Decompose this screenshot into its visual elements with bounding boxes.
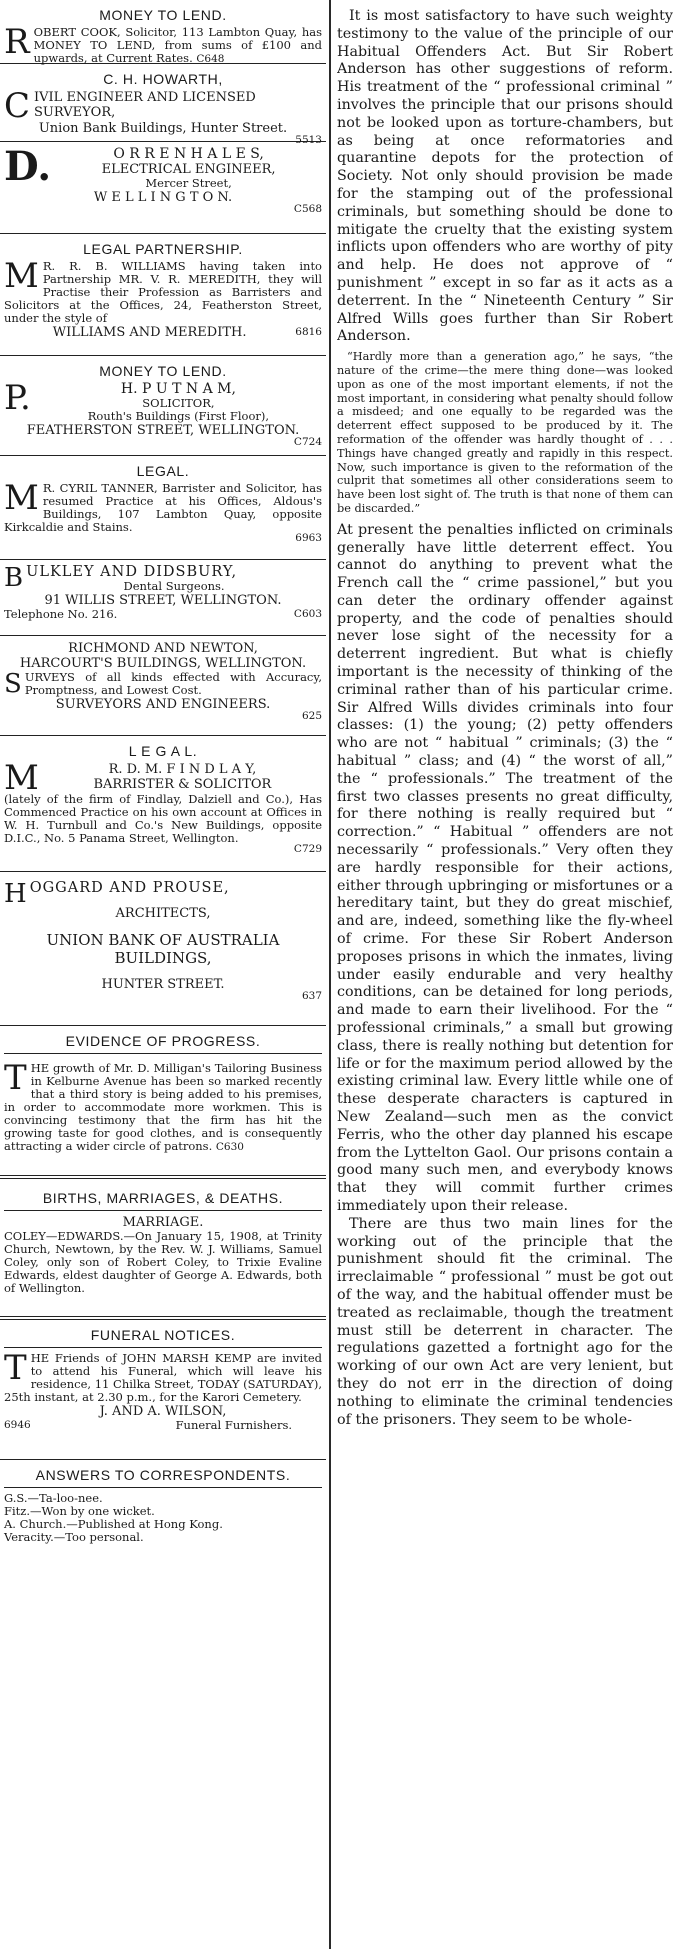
notice-births <box>0 1179 326 1320</box>
answer-line: A. Church.—Published at Hong Kong. <box>4 1517 223 1531</box>
ad-heading: EVIDENCE OF PROGRESS. <box>65 1033 261 1049</box>
ad-line: BARRISTER & SOLICITOR <box>93 777 272 792</box>
ad-line: ULKLEY AND DIDSBURY, <box>26 564 238 580</box>
ad-text: URVEYS of all kinds effected with Accuracy, Promptness, and Lowest Cost. <box>24 670 322 697</box>
ad-richmond <box>0 636 326 736</box>
ad-line: SURVEYORS AND ENGINEERS. <box>55 697 271 712</box>
ad-line: Dental Surgeons. <box>123 579 225 593</box>
ad-line: O R R E N H A L E S, <box>113 146 264 162</box>
ad-money-cook <box>0 0 326 64</box>
ad-line: ARCHITECTS, <box>115 906 211 921</box>
notice-text: COLEY—EDWARDS.—On January 15, 1908, at Trinity Church, Newtown, by the Rev. W. J. Williams, Samuel Coley, only son of Robert Coley, to Trixie Evaline Edwards, eldest daughter of George A. Edwards, both of Wellington. <box>4 1229 322 1295</box>
ad-bulkley <box>0 560 326 636</box>
drop-cap: R <box>4 22 30 62</box>
ad-heading: L E G A L. <box>128 743 198 759</box>
ad-code: C603 <box>293 608 322 620</box>
ad-code: C568 <box>293 203 322 215</box>
ad-line: W E L L I N G T O N. <box>93 190 233 205</box>
ad-line: Routh's Buildings (First Floor), <box>87 409 270 423</box>
ad-hales <box>0 142 326 234</box>
drop-cap: P. <box>4 378 31 418</box>
ad-line: OGGARD AND PROUSE, <box>29 880 230 896</box>
ad-text: (lately of the firm of Findlay, Dalziell and Co.), Has Commenced Practice on his own account at Offices in W. H. Turnbull and Co.'s New Buildings, opposite D.I.C., No. 5 Panama Street, Wellington. <box>4 792 322 845</box>
ad-line: 91 WILLIS STREET, WELLINGTON. <box>44 593 282 608</box>
drop-cap: H <box>4 879 27 909</box>
ad-line: HARCOURT'S BUILDINGS, WELLINGTON. <box>19 656 307 671</box>
drop-cap: M <box>4 478 39 518</box>
drop-cap: D. <box>4 143 52 190</box>
drop-cap: M <box>4 256 39 296</box>
ad-text: OBERT COOK, Solicitor, 113 Lambton Quay, has MONEY TO LEND, from sums of £100 and upwards, at Current Rates. <box>33 25 322 65</box>
section-heading: FUNERAL NOTICES. <box>90 1327 236 1343</box>
ad-code: C648 <box>196 53 225 65</box>
ad-line: Union Bank Buildings, Hunter Street. <box>38 121 288 136</box>
column-rule <box>329 0 331 1949</box>
section-heading: BIRTHS, MARRIAGES, & DEATHS. <box>42 1190 284 1206</box>
drop-cap: C <box>4 86 31 126</box>
paragraph: At present the penalties inflicted on criminals generally have little deterrent effect. You cannot do anything to prevent what the French call the “ crime passionel,” but you can deter the ordinary offender against property, and the code of penalties should never lose sight of the necessity for a deterrent ingredient. But what is chiefly important is the necessity of thinking of the criminal rather than of his particular crime. Sir Alfred Wills divides criminals into four classes: (1) the young; (2) petty offenders who are not “ habitual ” criminals; (3) the “ habitual ” class; and (4) “ the worst of all,” the “ professionals.” The treatment of the first two classes presents no great difficulty, for there nothing is really required but “ correction.” “ Habitual ” offenders are not necessarily “ professionals.” Very often they are hardly responsible for their actions, either through upbringing or misfortunes or a hereditary taint, but they do great mischief, and are, indeed, something like the fly-wheel of crime. For these Sir Robert Anderson proposes prisons in which the inmates, living under easily endurable and very healthy conditions, can be detained for long periods, and made to earn their livelihood. For the “ professional criminals,” a small but growing class, there is really nothing but detention for life or for the maximum period allowed by the existing criminal law. Every little while one of these desperate characters is captured in New Zealand—such men as the convict Ferris, who the other day planned his escape from the Lyttelton Gaol. Our prisons contain a good many such men, and everybody knows that they will commit further crimes immediately upon their release. <box>337 521 673 1214</box>
answer-line: Veracity.—Too personal. <box>4 1530 144 1544</box>
paragraph: It is most satisfactory to have such weighty testimony to the value of the principle of our Habitual Offenders Act. But Sir Robert Anderson has other suggestions of reform. His treatment of the “ professional criminal ” involves the principle that our prisons should not be looked upon as torture-chambers, but as being at once reformatories and quarantine depots for the protection of Society. Not only should provision be made for the stamping out of the professional criminals, but something should be done to mitigate the cruelty that the existing system inflicts upon offenders who are worthy of pity and help. He does not approve of “ punishment ” except in so far as it acts as a deterrent. In the “ Nineteenth Century ” Sir Alfred Wills goes further than Sir Robert Anderson. <box>337 8 673 345</box>
ad-line: H. P U T N A M, <box>120 381 236 397</box>
section-subheading: MARRIAGE. <box>122 1215 204 1230</box>
ad-tanner <box>0 456 326 560</box>
block-quote: “Hardly more than a generation ago,” he says, “the nature of the crime—the mere thing done—was looked upon as one of the most important elements, if not the most important, in considering what penalty should follow a misdeed; and one equally to be regarded was the deterrent effect supposed to be produced by it. The reformation of the offender was hardly thought of . . . Things have changed greatly and rapidly in this respect. Now, such importance is given to the reformation of the culprit that sometimes all other considerations seem to have been lost sight of. The truth is that none of them can be discarded.” <box>337 350 673 515</box>
ad-line: IVIL ENGINEER AND LICENSED SURVEYOR, <box>34 90 256 120</box>
notice-funeral <box>0 1320 326 1460</box>
ad-line: R. D. M. F I N D L A Y, <box>108 762 257 777</box>
ad-line: ELECTRICAL ENGINEER, <box>101 162 276 177</box>
section-answers <box>0 1460 326 1548</box>
ad-name: C. H. HOWARTH, <box>103 71 223 87</box>
ad-progress <box>0 1026 326 1179</box>
advertisements-column <box>0 0 326 1949</box>
notice-sign: Funeral Furnishers. <box>175 1418 292 1432</box>
ad-heading: LEGAL PARTNERSHIP. <box>83 241 243 257</box>
ad-putnam <box>0 356 326 456</box>
ad-line: SOLICITOR, <box>142 396 215 410</box>
ad-line: FEATHERSTON STREET, WELLINGTON. <box>26 423 300 438</box>
ad-code: 625 <box>301 710 322 722</box>
drop-cap: T <box>4 1058 27 1098</box>
ad-partnership <box>0 234 326 356</box>
ad-text: R. CYRIL TANNER, Barrister and Solicitor, has resumed Practice at his Offices, Aldous's Buildings, 107 Lambton Quay, opposite Kirkcaldie and Stains. <box>4 481 322 534</box>
answer-line: Fitz.—Won by one wicket. <box>4 1504 155 1518</box>
ad-heading: LEGAL. <box>136 463 190 479</box>
ad-text: HE growth of Mr. D. Milligan's Tailoring Business in Kelburne Avenue has been so marked recently that a third story is being added to his premises, in order to accommodate more workmen. This is convincing testimony that the firm has hit the growing taste for good clothes, and is consequently attracting a wider circle of patrons. <box>4 1061 322 1153</box>
ad-heading: MONEY TO LEND. <box>99 7 227 23</box>
drop-cap: T <box>4 1348 27 1388</box>
drop-cap: B <box>4 563 24 593</box>
ad-hoggard <box>0 872 326 1026</box>
ad-heading: MONEY TO LEND. <box>99 363 227 379</box>
ad-code: C724 <box>293 436 322 448</box>
drop-cap: M <box>4 758 39 798</box>
notice-sign: J. AND A. WILSON, <box>99 1404 227 1419</box>
ad-code: 6816 <box>295 326 322 338</box>
paragraph: There are thus two main lines for the working out of the principle that the punishment should fit the criminal. The irreclaimable “ professional ” must be got out of the way, and the habitual offender must be treated as reclaimable, though the treatment must still be deterrent in character. The regulations gazetted a fortnight ago for the working of our own Act are very lenient, but they do not err in the direction of doing nothing to eliminate the criminal tendencies of the prisoners. They seem to be whole- <box>337 1215 673 1428</box>
ad-line: HUNTER STREET. <box>101 977 225 992</box>
ad-code: C630 <box>215 1141 244 1153</box>
ad-findlay <box>0 736 326 872</box>
ad-line: Mercer Street, <box>145 176 232 190</box>
ad-line: UNION BANK OF AUSTRALIA BUILDINGS, <box>46 931 280 967</box>
ad-text: R. R. B. WILLIAMS having taken into Partnership MR. V. R. MEREDITH, they will Practise their Profession as Barristers and Solicitors at the Offices, 24, Featherston Street, under the style of <box>4 259 322 325</box>
ad-code: 6963 <box>295 532 322 544</box>
drop-cap: S <box>4 669 22 699</box>
ad-howarth <box>0 64 326 146</box>
ad-code: 637 <box>301 990 322 1002</box>
ad-firm: WILLIAMS AND MEREDITH. <box>52 325 247 340</box>
ad-code: 5513 <box>295 134 322 146</box>
answer-line: G.S.—Ta-loo-nee. <box>4 1491 103 1505</box>
notice-text: HE Friends of JOHN MARSH KEMP are invited to attend his Funeral, which will leave his residence, 11 Chilka Street, TODAY (SATURDAY), 25th instant, at 2.30 p.m., for the Karori Cemetery. <box>4 1351 322 1404</box>
editorial-column <box>337 0 673 1949</box>
ad-phone: Telephone No. 216. <box>4 607 118 621</box>
section-heading: ANSWERS TO CORRESPONDENTS. <box>35 1467 291 1483</box>
ad-line: RICHMOND AND NEWTON, <box>68 641 258 656</box>
ad-code: C729 <box>293 843 322 855</box>
ad-code: 6946 <box>4 1419 31 1431</box>
